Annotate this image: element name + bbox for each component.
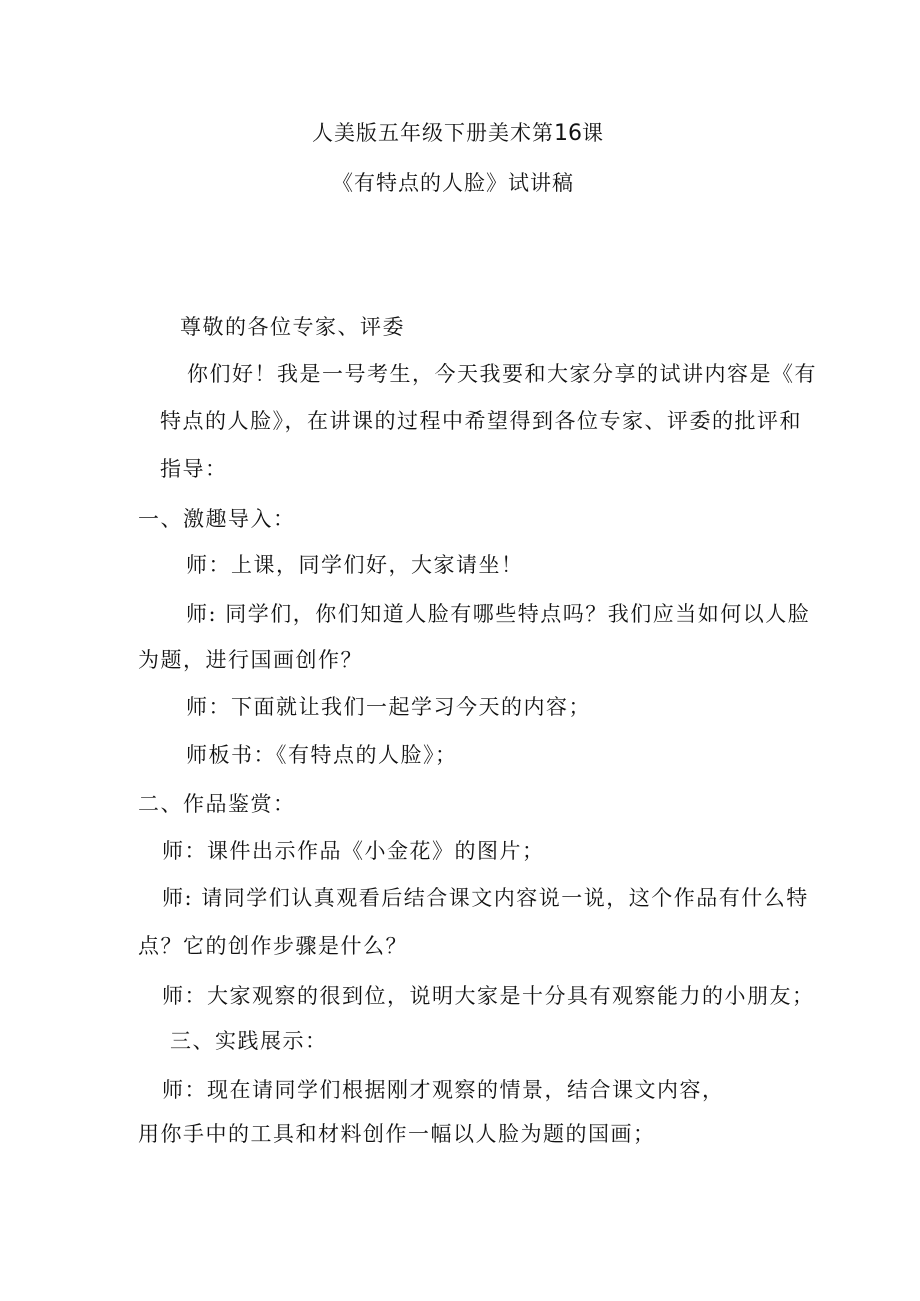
section-2-paragraph-1: 师：课件出示作品《小金花》的图片； [162, 839, 545, 863]
section-1-paragraph-2-line-1: 师: 同学们，你们知道人脸有哪些特点吗？我们应当如何以人脸 [186, 602, 811, 626]
title-suffix: 课 [582, 121, 604, 145]
section-2-paragraph-2-line-2: 点？它的创作步骤是什么？ [138, 934, 408, 958]
document-title [312, 119, 604, 148]
section-2-paragraph-2-line-1: 师: 请同学们认真观看后结合课文内容说一说，这个作品有什么特 [162, 886, 809, 910]
section-1-paragraph-1: 师：上课，同学们好，大家请坐！ [186, 553, 524, 577]
intro-line-2: 特点的人脸》，在讲课的过程中希望得到各位专家、评委的批评和 [160, 409, 802, 433]
section-1-paragraph-2-line-2: 为题，进行国画创作？ [138, 648, 363, 672]
greeting: 尊敬的各位专家、评委 [180, 315, 405, 339]
intro-line-1: 你们好！我是一号考生，今天我要和大家分享的试讲内容是《有 [187, 362, 817, 386]
intro-line-3: 指导： [160, 457, 228, 481]
title-prefix: 人美版五年级下册美术第 [312, 121, 554, 145]
section-3-paragraph-1-line-1: 师：现在请同学们根据刚才观察的情景，结合课文内容， [162, 1078, 725, 1102]
lesson-number: 16 [554, 121, 582, 146]
section-3-paragraph-1-line-2: 用你手中的工具和材料创作一幅以人脸为题的国画； [138, 1122, 656, 1146]
section-1-heading: 一、激趣导入： [138, 507, 296, 531]
section-1-paragraph-3: 师：下面就让我们一起学习今天的内容； [186, 695, 591, 719]
section-3-heading: 三、实践展示： [170, 1029, 328, 1053]
section-2-heading: 二、作品鉴赏： [138, 792, 296, 816]
section-1-paragraph-4: 师板书：《有特点的人脸》； [186, 743, 458, 767]
document-subtitle: 《有特点的人脸》试讲稿 [332, 171, 574, 195]
section-2-paragraph-3: 师：大家观察的很到位，说明大家是十分具有观察能力的小朋友； [162, 984, 815, 1008]
